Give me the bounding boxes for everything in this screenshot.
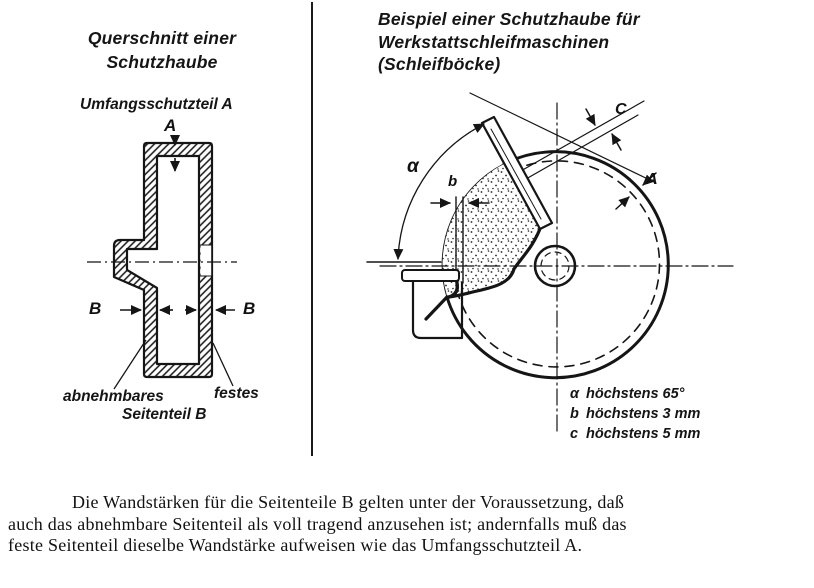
hood-section-walls <box>114 143 212 377</box>
figure-divider-line <box>311 2 313 456</box>
legend-text-b: höchstens 3 mm <box>586 406 701 422</box>
dim-letter-b-gap: b <box>448 173 458 190</box>
legend-symbol-alpha: α <box>570 386 579 402</box>
side-part-label: Seitenteil B <box>122 406 207 423</box>
right-figure-title-line2: Werkstattschleifmaschinen <box>378 31 610 52</box>
caption-line-2: auch das abnehmbare Seitenteil als voll tragend anzusehen ist; andernfalls muß das <box>8 513 627 534</box>
legend-row-b <box>570 404 700 424</box>
leader-fixed-side <box>213 343 233 386</box>
caption-line-1: Die Wandstärken für die Seitenteile B gelten unter der Voraussetzung, daß <box>72 492 625 512</box>
dim-letter-alpha: α <box>407 156 419 177</box>
dim-letter-a-rim: A <box>646 171 658 188</box>
caption-paragraph <box>8 492 808 557</box>
removable-side-label: abnehmbares <box>63 388 164 405</box>
dim-letter-a-left: A <box>164 116 177 135</box>
left-figure-title <box>60 26 264 74</box>
dim-letter-b-right: B <box>243 299 256 318</box>
legend-symbol-c: c <box>570 426 579 442</box>
legend-text-c: höchstens 5 mm <box>586 426 701 442</box>
grinder-hood-figure <box>367 93 733 432</box>
right-figure-title-line3: (Schleifböcke) <box>378 54 501 74</box>
peripheral-part-label: Umfangsschutzteil A <box>80 96 233 113</box>
workrest-plate <box>402 270 459 281</box>
legend-symbol-b: b <box>570 406 579 422</box>
left-figure-title-line1: Querschnitt einer <box>87 28 237 48</box>
legend-text-alpha: höchstens 65° <box>586 386 685 402</box>
right-figure-title <box>378 8 640 76</box>
dim-letter-b-left: B <box>89 299 102 318</box>
legend-row-c <box>570 424 700 444</box>
right-figure-title-line1: Beispiel einer Schutzhaube für <box>378 9 640 29</box>
cross-section-figure <box>87 137 237 389</box>
left-figure-title-line2: Schutzhaube <box>106 52 218 72</box>
leader-removable-side <box>114 340 146 389</box>
legend-row-alpha <box>570 384 700 404</box>
limits-legend <box>570 384 700 444</box>
fixed-side-label: festes <box>214 385 259 402</box>
caption-line-3: feste Seitenteil dieselbe Wandstärke aufweisen wie das Umfangsschutzteil A. <box>8 535 583 555</box>
dim-letter-c-gap: C <box>615 101 627 118</box>
spindle-bore-gap <box>201 245 212 276</box>
